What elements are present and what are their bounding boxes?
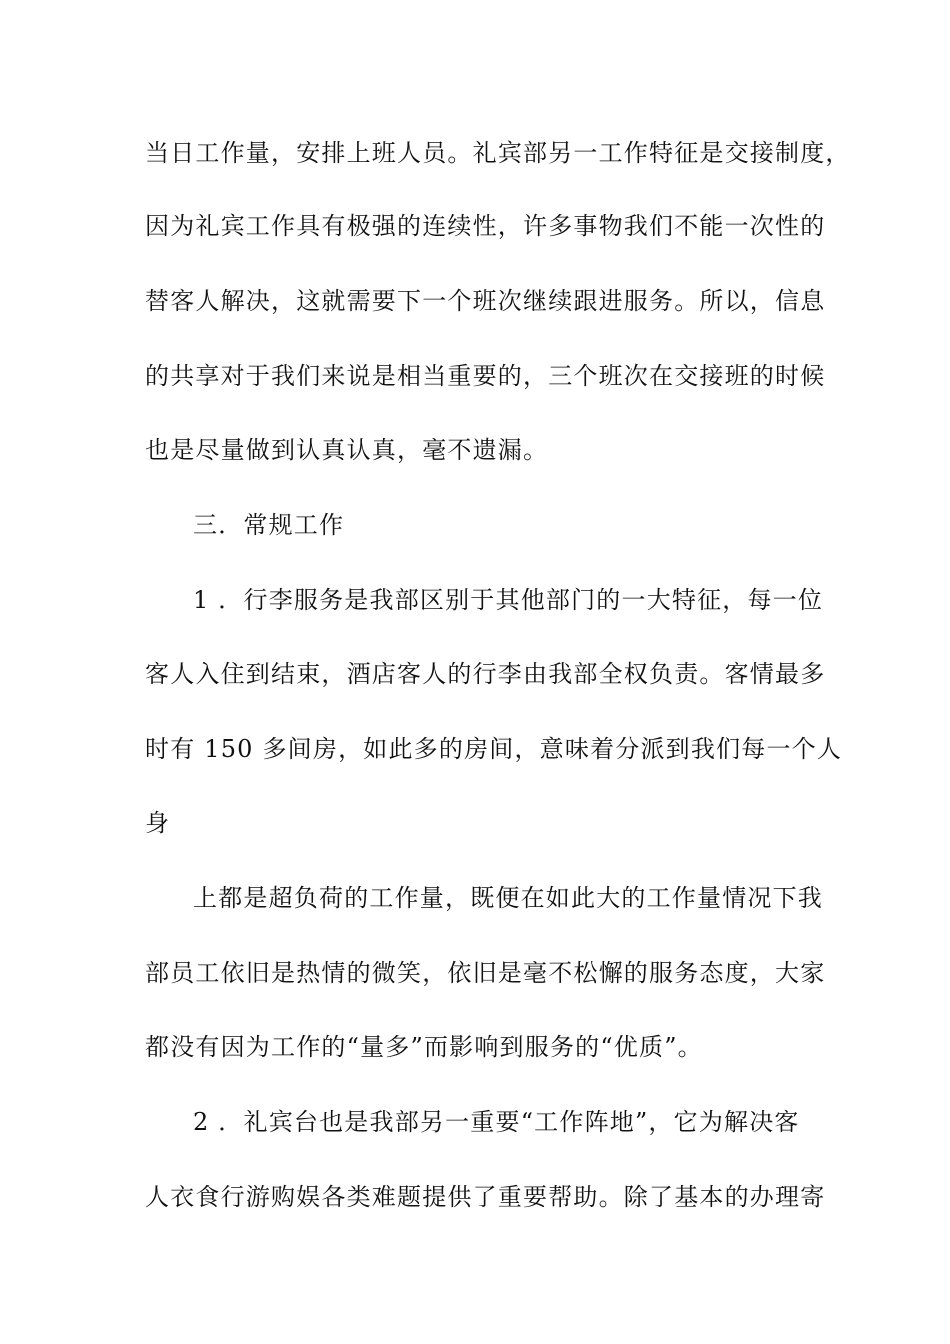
paragraph-line: 身 bbox=[145, 809, 171, 837]
paragraph-line: 人衣食行游购娱各类难题提供了重要帮助。除了基本的办理寄 bbox=[145, 1183, 826, 1211]
paragraph-line: 1 ．行李服务是我部区别于其他部门的一大特征，每一位 bbox=[193, 586, 824, 614]
section-heading: 三．常规工作 bbox=[193, 511, 345, 539]
paragraph-line: 部员工依旧是热情的微笑，依旧是毫不松懈的服务态度，大家 bbox=[145, 959, 826, 987]
paragraph-line: 都没有因为工作的“量多”而影响到服务的“优质”。 bbox=[145, 1033, 703, 1061]
paragraph-line: 的共享对于我们来说是相当重要的，三个班次在交接班的时候 bbox=[145, 362, 826, 390]
paragraph-line: 替客人解决，这就需要下一个班次继续跟进服务。所以，信息 bbox=[145, 287, 826, 315]
paragraph-line: 客人入住到结束，酒店客人的行李由我部全权负责。客情最多 bbox=[145, 660, 826, 688]
paragraph-line: 也是尽量做到认真认真，毫不遗漏。 bbox=[145, 436, 549, 464]
paragraph-line: 上都是超负荷的工作量，既便在如此大的工作量情况下我 bbox=[193, 884, 823, 912]
paragraph-line: 时有 150 多间房，如此多的房间，意味着分派到我们每一个人 bbox=[145, 735, 843, 763]
paragraph-line: 当日工作量，安排上班人员。礼宾部另一工作特征是交接制度， bbox=[145, 139, 851, 167]
paragraph-line: 因为礼宾工作具有极强的连续性，许多事物我们不能一次性的 bbox=[145, 212, 826, 240]
paragraph-line: 2 ．礼宾台也是我部另一重要“工作阵地”，它为解决客 bbox=[193, 1108, 800, 1136]
